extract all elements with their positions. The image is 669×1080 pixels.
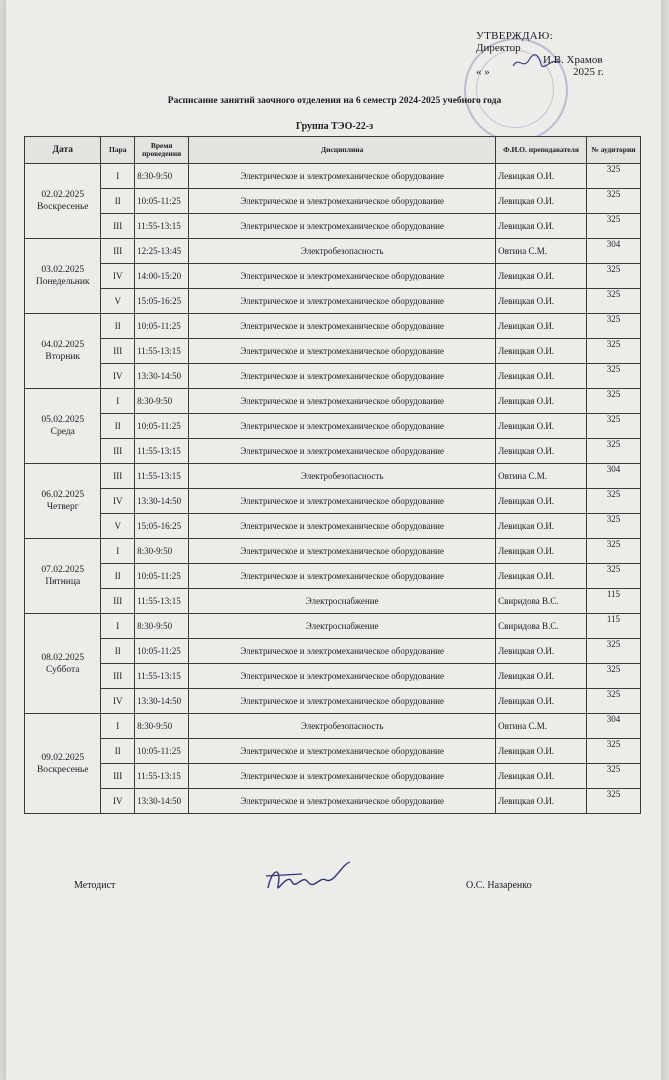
para-cell: I — [101, 539, 135, 564]
director-signature — [511, 52, 561, 72]
room-cell: 325 — [586, 189, 640, 214]
room-cell: 325 — [586, 364, 640, 389]
para-cell: IV — [101, 489, 135, 514]
table-row — [25, 489, 641, 514]
room-cell: 325 — [586, 264, 640, 289]
day-date: 07.02.2025 — [41, 565, 85, 575]
teacher-cell: Левицкая О.И. — [496, 514, 587, 539]
methodist-signature — [262, 858, 354, 900]
discipline-cell: Электробезопасность — [189, 714, 496, 739]
para-cell: III — [101, 239, 135, 264]
discipline-cell: Электроснабжение — [189, 614, 496, 639]
header-room: № аудитории — [586, 137, 640, 164]
header-para: Пара — [101, 137, 135, 164]
discipline-cell: Электрическое и электромеханическое оборудование — [189, 689, 496, 714]
day-weekday: Четверг — [46, 502, 79, 512]
teacher-cell: Левицкая О.И. — [496, 314, 587, 339]
discipline-cell: Электрическое и электромеханическое оборудование — [189, 189, 496, 214]
time-cell: 11:55-13:15 — [135, 764, 189, 789]
time-cell: 13:30-14:50 — [135, 364, 189, 389]
room-cell: 325 — [586, 739, 640, 764]
table-row — [25, 289, 641, 314]
teacher-cell: Левицкая О.И. — [496, 564, 587, 589]
teacher-cell: Левицкая О.И. — [496, 364, 587, 389]
day-weekday: Среда — [50, 427, 75, 437]
discipline-cell: Электрическое и электромеханическое оборудование — [189, 564, 496, 589]
header-date: Дата — [25, 137, 101, 164]
room-cell: 325 — [586, 789, 640, 814]
day-cell — [25, 714, 101, 814]
discipline-cell: Электрическое и электромеханическое оборудование — [189, 264, 496, 289]
time-cell: 10:05-11:25 — [135, 564, 189, 589]
teacher-cell: Левицкая О.И. — [496, 439, 587, 464]
para-cell: I — [101, 614, 135, 639]
discipline-cell: Электрическое и электромеханическое оборудование — [189, 539, 496, 564]
day-cell — [25, 614, 101, 714]
table-row — [25, 789, 641, 814]
para-cell: I — [101, 714, 135, 739]
para-cell: I — [101, 389, 135, 414]
room-cell: 325 — [586, 414, 640, 439]
discipline-cell: Электрическое и электромеханическое оборудование — [189, 389, 496, 414]
approval-name: И.В. Храмов — [543, 54, 603, 66]
time-cell: 11:55-13:15 — [135, 589, 189, 614]
day-weekday: Суббота — [45, 664, 80, 675]
table-row — [25, 589, 641, 614]
table-row — [25, 514, 641, 539]
para-cell: V — [101, 514, 135, 539]
header-discipline: Дисциплина — [189, 137, 496, 164]
para-cell: IV — [101, 264, 135, 289]
room-cell: 325 — [586, 214, 640, 239]
room-cell: 325 — [586, 564, 640, 589]
discipline-cell: Электрическое и электромеханическое оборудование — [189, 639, 496, 664]
room-cell: 325 — [586, 339, 640, 364]
day-weekday: Воскресенье — [36, 202, 89, 212]
para-cell: II — [101, 189, 135, 214]
teacher-cell: Левицкая О.И. — [496, 664, 587, 689]
room-cell: 325 — [586, 639, 640, 664]
table-row — [25, 164, 641, 189]
footer-name: О.С. Назаренко — [466, 880, 532, 891]
time-cell: 13:30-14:50 — [135, 789, 189, 814]
table-row — [25, 364, 641, 389]
teacher-cell: Левицкая О.И. — [496, 389, 587, 414]
para-cell: III — [101, 664, 135, 689]
para-cell: I — [101, 164, 135, 189]
table-row — [25, 214, 641, 239]
discipline-cell: Электрическое и электромеханическое оборудование — [189, 514, 496, 539]
time-cell: 10:05-11:25 — [135, 414, 189, 439]
day-weekday: Воскресенье — [36, 764, 89, 775]
para-cell: V — [101, 289, 135, 314]
discipline-cell: Электрическое и электромеханическое оборудование — [189, 314, 496, 339]
time-cell: 10:05-11:25 — [135, 189, 189, 214]
para-cell: II — [101, 639, 135, 664]
table-row — [25, 764, 641, 789]
page-title: Расписание занятий заочного отделения на 6 семестр 2024-2025 учебного года — [167, 96, 502, 106]
approval-title: УТВЕРЖДАЮ: — [476, 30, 553, 42]
header-time: Время проведения — [135, 137, 189, 164]
discipline-cell: Электрическое и электромеханическое оборудование — [189, 289, 496, 314]
para-cell: II — [101, 314, 135, 339]
teacher-cell: Левицкая О.И. — [496, 264, 587, 289]
para-cell: IV — [101, 689, 135, 714]
approval-quote-marks: « » — [476, 66, 490, 78]
day-date: 09.02.2025 — [41, 752, 85, 763]
day-date: 03.02.2025 — [41, 265, 85, 275]
table-row — [25, 714, 641, 739]
table-row — [25, 439, 641, 464]
room-cell: 325 — [586, 664, 640, 689]
day-date: 05.02.2025 — [41, 415, 85, 425]
day-weekday: Пятница — [45, 577, 81, 587]
table-row — [25, 739, 641, 764]
discipline-cell: Электрическое и электромеханическое оборудование — [189, 739, 496, 764]
time-cell: 14:00-15:20 — [135, 264, 189, 289]
room-cell: 325 — [586, 539, 640, 564]
teacher-cell: Левицкая О.И. — [496, 164, 587, 189]
room-cell: 325 — [586, 289, 640, 314]
table-row — [25, 639, 641, 664]
time-cell: 8:30-9:50 — [135, 389, 189, 414]
time-cell: 8:30-9:50 — [135, 539, 189, 564]
teacher-cell: Левицкая О.И. — [496, 764, 587, 789]
teacher-cell: Левицкая О.И. — [496, 789, 587, 814]
time-cell: 12:25-13:45 — [135, 239, 189, 264]
teacher-cell: Левицкая О.И. — [496, 414, 587, 439]
time-cell: 11:55-13:15 — [135, 439, 189, 464]
time-cell: 10:05-11:25 — [135, 639, 189, 664]
teacher-cell: Свиридова В.С. — [496, 589, 587, 614]
day-weekday: Вторник — [45, 352, 81, 362]
day-cell — [25, 389, 101, 464]
discipline-cell: Электрическое и электромеханическое оборудование — [189, 164, 496, 189]
table-row — [25, 339, 641, 364]
room-cell: 325 — [586, 514, 640, 539]
time-cell: 15:05-16:25 — [135, 514, 189, 539]
day-date: 04.02.2025 — [41, 340, 85, 350]
group-name: Группа ТЭО-22-з — [295, 121, 374, 132]
para-cell: III — [101, 214, 135, 239]
table-row — [25, 689, 641, 714]
discipline-cell: Электрическое и электромеханическое оборудование — [189, 489, 496, 514]
room-cell: 325 — [586, 489, 640, 514]
table-row — [25, 264, 641, 289]
room-cell: 325 — [586, 389, 640, 414]
para-cell: II — [101, 739, 135, 764]
time-cell: 10:05-11:25 — [135, 739, 189, 764]
day-date: 02.02.2025 — [41, 190, 85, 200]
teacher-cell: Овтина С.М. — [496, 239, 587, 264]
day-date: 08.02.2025 — [41, 652, 85, 663]
time-cell: 8:30-9:50 — [135, 714, 189, 739]
time-cell: 8:30-9:50 — [135, 164, 189, 189]
teacher-cell: Левицкая О.И. — [496, 489, 587, 514]
room-cell: 325 — [586, 164, 640, 189]
footer-role: Методист — [74, 880, 116, 891]
para-cell: III — [101, 439, 135, 464]
time-cell: 13:30-14:50 — [135, 689, 189, 714]
teacher-cell: Левицкая О.И. — [496, 339, 587, 364]
para-cell: III — [101, 339, 135, 364]
table-row — [25, 614, 641, 639]
teacher-cell: Левицкая О.И. — [496, 739, 587, 764]
discipline-cell: Электрическое и электромеханическое оборудование — [189, 789, 496, 814]
teacher-cell: Левицкая О.И. — [496, 539, 587, 564]
discipline-cell: Электрическое и электромеханическое оборудование — [189, 664, 496, 689]
table-row — [25, 539, 641, 564]
table-header-row — [25, 137, 641, 164]
para-cell: II — [101, 564, 135, 589]
table-row — [25, 464, 641, 489]
room-cell: 115 — [586, 589, 640, 614]
para-cell: III — [101, 764, 135, 789]
time-cell: 11:55-13:15 — [135, 464, 189, 489]
time-cell: 8:30-9:50 — [135, 614, 189, 639]
teacher-cell: Левицкая О.И. — [496, 189, 587, 214]
table-row — [25, 189, 641, 214]
day-cell — [25, 539, 101, 614]
discipline-cell: Электрическое и электромеханическое оборудование — [189, 414, 496, 439]
table-row — [25, 239, 641, 264]
approval-year: 2025 г. — [573, 66, 604, 78]
para-cell: IV — [101, 364, 135, 389]
teacher-cell: Левицкая О.И. — [496, 689, 587, 714]
teacher-cell: Овтина С.М. — [496, 714, 587, 739]
discipline-cell: Электрическое и электромеханическое оборудование — [189, 764, 496, 789]
discipline-cell: Электрическое и электромеханическое оборудование — [189, 439, 496, 464]
day-weekday: Понедельник — [35, 277, 90, 287]
teacher-cell: Левицкая О.И. — [496, 289, 587, 314]
table-row — [25, 389, 641, 414]
room-cell: 304 — [586, 464, 640, 489]
para-cell: IV — [101, 789, 135, 814]
table-row — [25, 314, 641, 339]
room-cell: 325 — [586, 314, 640, 339]
teacher-cell: Овтина С.М. — [496, 464, 587, 489]
teacher-cell: Левицкая О.И. — [496, 639, 587, 664]
day-cell — [25, 314, 101, 389]
para-cell: III — [101, 589, 135, 614]
time-cell: 11:55-13:15 — [135, 214, 189, 239]
discipline-cell: Электроснабжение — [189, 589, 496, 614]
room-cell: 304 — [586, 239, 640, 264]
header-teacher: Ф.И.О. преподавателя — [496, 137, 587, 164]
room-cell: 325 — [586, 439, 640, 464]
room-cell: 325 — [586, 689, 640, 714]
room-cell: 115 — [586, 614, 640, 639]
time-cell: 11:55-13:15 — [135, 664, 189, 689]
table-row — [25, 414, 641, 439]
discipline-cell: Электрическое и электромеханическое оборудование — [189, 214, 496, 239]
table-row — [25, 664, 641, 689]
schedule-body — [25, 164, 641, 814]
time-cell: 10:05-11:25 — [135, 314, 189, 339]
discipline-cell: Электробезопасность — [189, 464, 496, 489]
table-row — [25, 564, 641, 589]
time-cell: 13:30-14:50 — [135, 489, 189, 514]
discipline-cell: Электрическое и электромеханическое оборудование — [189, 364, 496, 389]
day-cell — [25, 464, 101, 539]
day-cell — [25, 239, 101, 314]
time-cell: 11:55-13:15 — [135, 339, 189, 364]
teacher-cell: Свиридова В.С. — [496, 614, 587, 639]
room-cell: 325 — [586, 764, 640, 789]
room-cell: 304 — [586, 714, 640, 739]
para-cell: II — [101, 414, 135, 439]
day-date: 06.02.2025 — [41, 490, 85, 500]
approval-position: Директор — [476, 42, 521, 54]
para-cell: III — [101, 464, 135, 489]
discipline-cell: Электрическое и электромеханическое оборудование — [189, 339, 496, 364]
time-cell: 15:05-16:25 — [135, 289, 189, 314]
teacher-cell: Левицкая О.И. — [496, 214, 587, 239]
discipline-cell: Электробезопасность — [189, 239, 496, 264]
day-cell — [25, 164, 101, 239]
schedule-table — [24, 136, 641, 814]
